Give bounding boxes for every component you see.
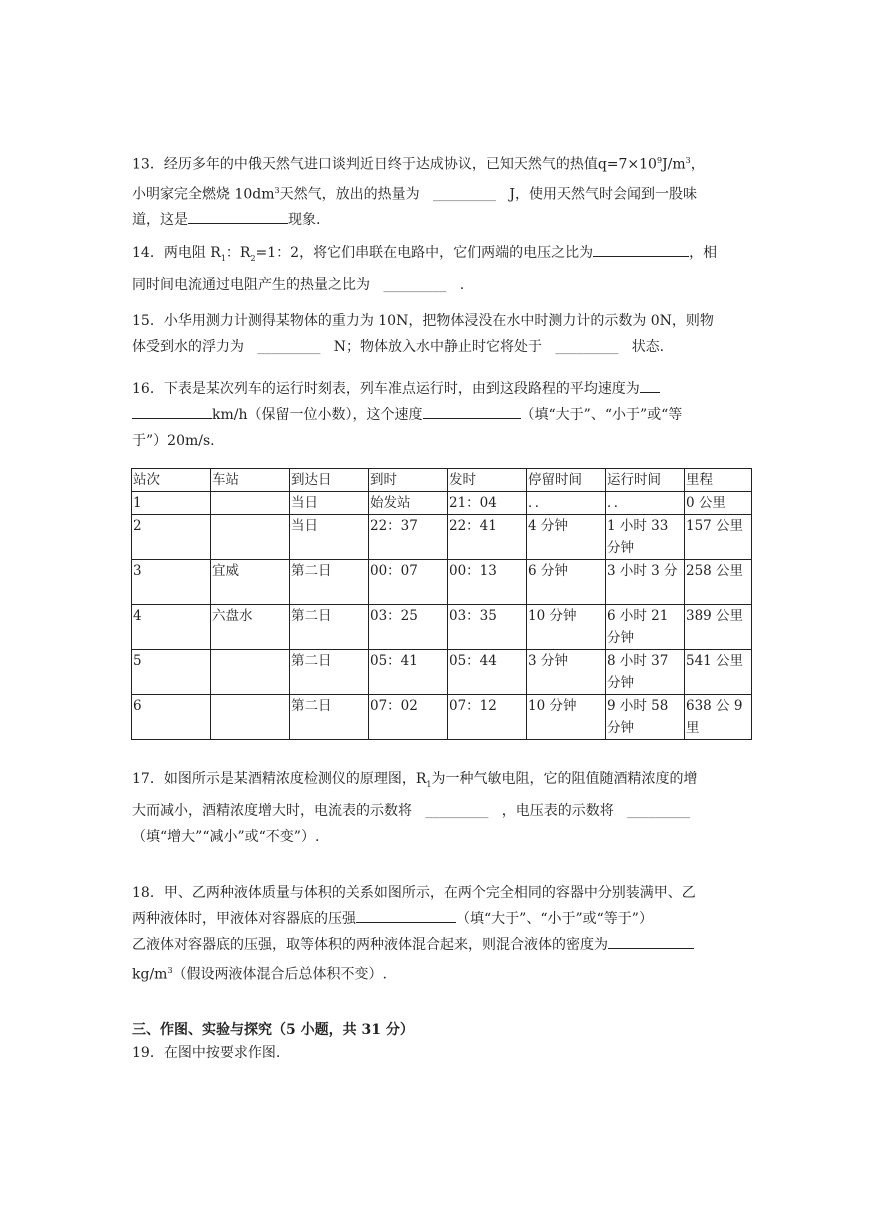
table-header-row: [132, 469, 752, 492]
q14-line1: 14．两电阻 $R_1$：$R_2=1$：2，将它们串联在电路中，它们两端的电压之比为 ，相: [132, 240, 752, 272]
table-cell: 第二日: [290, 695, 369, 740]
table-cell: [211, 492, 290, 515]
table-cell: 638 公 9 里: [685, 695, 752, 740]
blank-buoyancy[interactable]: _________: [257, 339, 321, 355]
q18-line2: 两种液体时，甲液体对容器底的压强 （填“大于”、“小于”或“等于”）: [132, 906, 752, 932]
q15-line1: 15．小华用测力计测得某物体的重力为 10N，把物体浸没在水中时测力计的示数为 0N，则物: [132, 313, 714, 329]
q13-line1: 13．经历多年的中俄天然气进口谈判近日终于达成协议，已知天然气的热值$q=7\times 10^9J/m^3$，: [132, 156, 705, 173]
table-cell: 07：12: [448, 695, 527, 740]
table-cell: 6 小时 21 分钟: [606, 605, 685, 650]
table-cell: 07：02: [369, 695, 448, 740]
q15-line2: 体受到水的浮力为 _________ N；物体放入水中静止时它将处于 _________ 状态.: [132, 334, 752, 360]
blank-speed[interactable]: [132, 404, 212, 419]
question-16: [132, 376, 752, 454]
col-header: 运行时间: [606, 469, 685, 492]
question-15: [132, 308, 752, 360]
table-cell: 第二日: [290, 605, 369, 650]
table-cell: 05：44: [448, 650, 527, 695]
table-cell: 第二日: [290, 560, 369, 605]
blank-phenomenon[interactable]: [188, 209, 288, 224]
table-cell: 157 公里: [685, 515, 752, 560]
table-row: [132, 492, 752, 515]
q18-line4: $kg/m^3$（假设两液体混合后总体积不变）.: [132, 966, 387, 983]
table-cell: 1: [132, 492, 211, 515]
col-header: 到时: [369, 469, 448, 492]
table-cell: 5: [132, 650, 211, 695]
table-cell: 22：41: [448, 515, 527, 560]
table-cell: 4 分钟: [527, 515, 606, 560]
question-18: [132, 880, 752, 988]
table-cell: 22：37: [369, 515, 448, 560]
section-3-heading: 三、作图、实验与探究（5 小题，共 31 分）: [132, 1022, 414, 1038]
table-cell: 00：13: [448, 560, 527, 605]
train-timetable: [131, 468, 752, 740]
col-header: 停留时间: [527, 469, 606, 492]
question-13: [132, 148, 752, 233]
table-cell: 00：07: [369, 560, 448, 605]
table-cell: 03：25: [369, 605, 448, 650]
question-19: 19．在图中按要求作图.: [132, 1045, 281, 1061]
table-cell: 05：41: [369, 650, 448, 695]
table-row: [132, 650, 752, 695]
table-cell: 0 公里: [685, 492, 752, 515]
blank-state[interactable]: _________: [555, 339, 619, 355]
blank-voltage-ratio[interactable]: [593, 242, 689, 257]
col-header: 发时: [448, 469, 527, 492]
col-header: 车站: [211, 469, 290, 492]
table-row: [132, 605, 752, 650]
q14-line2: 同时间电流通过电阻产生的热量之比为 _________ .: [132, 272, 752, 298]
table-cell: ．．: [606, 492, 685, 515]
table-cell: [211, 695, 290, 740]
table-cell: 21：04: [448, 492, 527, 515]
blank-speed-start[interactable]: [640, 378, 660, 393]
table-cell: [211, 515, 290, 560]
table-cell: 8 小时 37 分钟: [606, 650, 685, 695]
q16-line2: km/h（保留一位小数），这个速度 （填“大于”、“小于”或“等: [132, 402, 752, 428]
table-cell: 258 公里: [685, 560, 752, 605]
blank-ammeter[interactable]: _________: [425, 802, 489, 819]
blank-compare[interactable]: [423, 404, 521, 419]
table-cell: 541 公里: [685, 650, 752, 695]
table-cell: 6: [132, 695, 211, 740]
table-cell: 1 小时 33 分钟: [606, 515, 685, 560]
table-cell: 6 分钟: [527, 560, 606, 605]
table-cell: 六盘水: [211, 605, 290, 650]
blank-pressure[interactable]: [356, 908, 456, 923]
table-cell: 9 小时 58 分钟: [606, 695, 685, 740]
q17-line2: 大而减小，酒精浓度增大时，电流表的示数将 _________ ，电压表的示数将 _________: [132, 798, 752, 824]
q13-line3: 道，这是 现象.: [132, 207, 752, 233]
table-cell: 当日: [290, 515, 369, 560]
table-cell: 3: [132, 560, 211, 605]
blank-heat[interactable]: _________: [432, 186, 496, 203]
table-cell: 3 小时 3 分: [606, 560, 685, 605]
table-cell: 始发站: [369, 492, 448, 515]
q18-line1: 18．甲、乙两种液体质量与体积的关系如图所示，在两个完全相同的容器中分别装满甲、乙: [132, 885, 696, 901]
q17-line3: （填“增大”“减小”或“不变”）.: [132, 828, 320, 845]
table-cell: 10 分钟: [527, 695, 606, 740]
q17-line1: 17．如图所示是某酒精浓度检测仪的原理图，$R_1$为一种气敏电阻，它的阻值随酒精浓度的增: [132, 771, 698, 789]
table-row: [132, 560, 752, 605]
table-row: [132, 515, 752, 560]
question-17: [132, 766, 752, 850]
table-cell: 4: [132, 605, 211, 650]
blank-density[interactable]: [608, 934, 694, 949]
q16-line3: 于”）20m/s.: [132, 433, 215, 449]
col-header: 到达日: [290, 469, 369, 492]
col-header: 里程: [685, 469, 752, 492]
table-cell: 10 分钟: [527, 605, 606, 650]
q13-line2: 小明家完全燃烧 $10dm^3$天然气，放出的热量为 _________ J，使用天然气时会闻到一股味: [132, 178, 752, 208]
table-cell: 389 公里: [685, 605, 752, 650]
col-header: 站次: [132, 469, 211, 492]
table-cell: ．．: [527, 492, 606, 515]
table-cell: 2: [132, 515, 211, 560]
table-cell: 当日: [290, 492, 369, 515]
table-row: [132, 695, 752, 740]
q18-line3: 乙液体对容器底的压强，取等体积的两种液体混合起来，则混合液体的密度为: [132, 932, 752, 958]
q16-line1: 16．下表是某次列车的运行时刻表，列车准点运行时，由到这段路程的平均速度为: [132, 376, 752, 402]
table-cell: 宜威: [211, 560, 290, 605]
question-14: [132, 240, 752, 298]
blank-voltmeter[interactable]: _________: [627, 802, 691, 819]
blank-heat-ratio[interactable]: _________: [383, 276, 447, 293]
table-cell: 03：35: [448, 605, 527, 650]
table-cell: 3 分钟: [527, 650, 606, 695]
table-cell: [211, 650, 290, 695]
table-cell: 第二日: [290, 650, 369, 695]
